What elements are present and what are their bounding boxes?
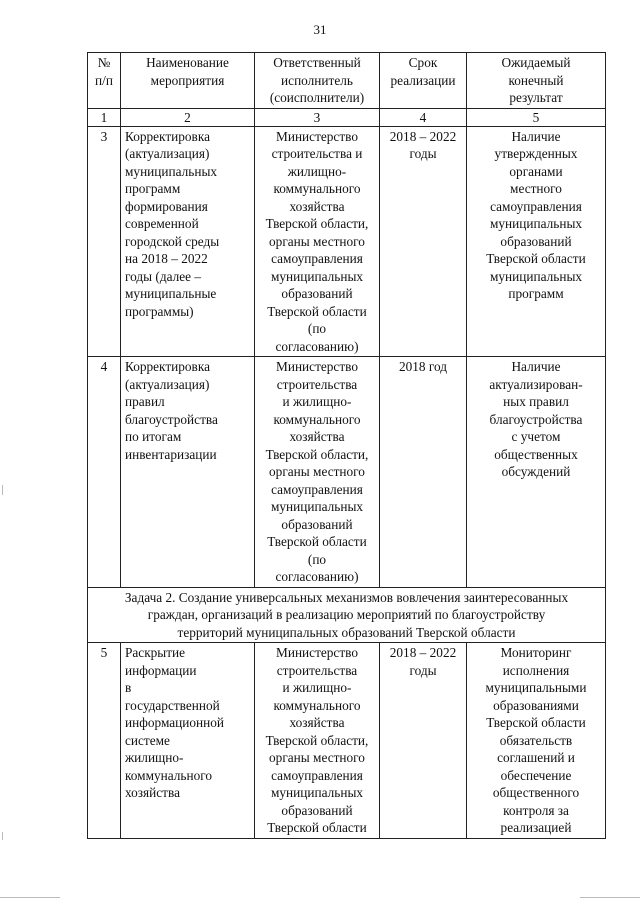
text-line: и жилищно- bbox=[282, 680, 352, 695]
text-line: обязательств bbox=[499, 732, 573, 748]
page-edge-mark bbox=[580, 897, 640, 898]
header-result bbox=[467, 53, 606, 109]
row-number: 4 bbox=[88, 357, 121, 588]
text-line: 2018 год bbox=[398, 359, 448, 374]
text-line: Мониторинг bbox=[500, 645, 572, 660]
text-line: с учетом bbox=[511, 429, 561, 444]
text-line: органы местного bbox=[269, 233, 365, 249]
text-line: и жилищно- bbox=[282, 394, 352, 409]
text-line: обеспечение bbox=[500, 767, 572, 783]
column-number: 4 bbox=[380, 108, 467, 126]
table-row bbox=[88, 643, 606, 839]
text-line: Корректировка bbox=[125, 359, 211, 374]
table-row bbox=[88, 357, 606, 588]
text-line: граждан, организаций в реализацию мероприятий по благоустройству bbox=[147, 607, 546, 622]
text-line: обсуждений bbox=[501, 464, 571, 479]
text-line: муниципальных bbox=[270, 268, 364, 284]
text-line: коммунального bbox=[273, 697, 361, 713]
column-number: 1 bbox=[88, 108, 121, 126]
expected-result bbox=[467, 126, 606, 357]
text-line: на 2018 – 2022 bbox=[125, 251, 208, 266]
text-line: правил bbox=[125, 394, 165, 409]
text-line: исполнения bbox=[502, 662, 570, 678]
text-line: Министерство bbox=[276, 359, 358, 374]
table-row bbox=[88, 126, 606, 357]
text-line: хозяйства bbox=[289, 429, 345, 444]
text-line: контроля за bbox=[503, 802, 569, 818]
text-line: годы (далее – bbox=[125, 268, 202, 284]
text-line: строительства bbox=[276, 376, 358, 392]
text-line: Корректировка bbox=[125, 128, 211, 144]
text-line: общественных bbox=[494, 446, 578, 462]
column-number: 3 bbox=[255, 108, 380, 126]
text-line: п/п bbox=[95, 72, 113, 88]
header-term bbox=[380, 53, 467, 109]
text-line: Наличие bbox=[511, 128, 561, 144]
measure-name bbox=[121, 643, 255, 839]
text-line: (по bbox=[307, 321, 327, 336]
text-line: самоуправления bbox=[271, 481, 363, 497]
text-line: результат bbox=[509, 90, 563, 105]
text-line: Тверской области bbox=[486, 251, 586, 266]
responsible-executor bbox=[255, 126, 380, 357]
text-line: Ожидаемый bbox=[501, 55, 571, 70]
text-line: городской среды bbox=[125, 233, 220, 249]
text-line: благоустройства bbox=[489, 411, 583, 427]
page-number: 31 bbox=[313, 22, 327, 37]
text-line: самоуправления bbox=[490, 198, 582, 214]
text-line: образованиями bbox=[493, 697, 579, 713]
text-line: государственной bbox=[125, 697, 220, 713]
text-line: Тверской области, bbox=[265, 446, 369, 462]
text-line: (актуализация) bbox=[125, 146, 210, 161]
text-line: Тверской области, bbox=[265, 216, 369, 231]
text-line: муниципальными bbox=[485, 680, 587, 695]
column-number-row bbox=[88, 108, 606, 126]
measure-name bbox=[121, 357, 255, 588]
text-line: хозяйства bbox=[125, 785, 180, 800]
table-body-part-2 bbox=[88, 643, 606, 839]
text-line: системе bbox=[125, 732, 170, 748]
text-line: 2018 – 2022 bbox=[389, 645, 457, 660]
text-line: согласованию) bbox=[275, 569, 359, 584]
measure-name bbox=[121, 126, 255, 357]
text-line: жилищно- bbox=[287, 163, 347, 179]
text-line: инвентаризации bbox=[125, 446, 217, 462]
implementation-term bbox=[380, 643, 467, 839]
text-line: актуализирован- bbox=[489, 376, 583, 392]
responsible-executor bbox=[255, 643, 380, 839]
row-number: 3 bbox=[88, 126, 121, 357]
text-line: образований bbox=[281, 516, 353, 532]
column-number: 2 bbox=[121, 108, 255, 126]
implementation-term bbox=[380, 357, 467, 588]
page-edge-mark bbox=[2, 485, 3, 495]
expected-result bbox=[467, 643, 606, 839]
text-line: Наличие bbox=[511, 359, 561, 374]
text-line: самоуправления bbox=[271, 767, 363, 783]
text-line: Ответственный bbox=[273, 55, 361, 70]
text-line: в bbox=[125, 680, 132, 695]
text-line: программы) bbox=[125, 303, 194, 319]
measures-table bbox=[87, 52, 606, 839]
text-line: Срок bbox=[408, 55, 438, 70]
text-line: образований bbox=[281, 286, 353, 301]
text-line: конечный bbox=[508, 72, 564, 88]
text-line: Министерство bbox=[276, 645, 358, 660]
text-line: Тверской области, bbox=[265, 732, 369, 748]
text-line: (актуализация) bbox=[125, 376, 210, 392]
text-line: (соисполнители) bbox=[269, 90, 365, 105]
text-line: Наименование bbox=[146, 55, 229, 70]
text-line: местного bbox=[510, 181, 562, 196]
text-line: Задача 2. Создание универсальных механизмов вовлечения заинтересованных bbox=[124, 589, 569, 605]
text-line: по итогам bbox=[125, 429, 182, 444]
table-body-part-1 bbox=[88, 126, 606, 587]
text-line: годы bbox=[409, 662, 437, 678]
text-line: Министерство bbox=[276, 128, 358, 144]
text-line: жилищно- bbox=[125, 750, 184, 765]
text-line: современной bbox=[125, 216, 199, 231]
text-line: органами bbox=[509, 163, 563, 179]
text-line: благоустройства bbox=[125, 411, 218, 427]
text-line: территорий муниципальных образований Тверской области bbox=[177, 624, 516, 640]
header-number bbox=[88, 53, 121, 109]
header-name bbox=[121, 53, 255, 109]
text-line: муниципальных bbox=[270, 785, 364, 800]
text-line: Тверской области bbox=[267, 534, 367, 549]
text-line: ных правил bbox=[503, 394, 569, 409]
text-line: программ bbox=[125, 181, 181, 196]
text-line: органы местного bbox=[269, 750, 365, 765]
text-line: хозяйства bbox=[289, 715, 345, 730]
text-line: самоуправления bbox=[271, 251, 363, 266]
text-line: утвержденных bbox=[494, 146, 578, 161]
text-line: информации bbox=[125, 662, 197, 678]
text-line: согласованию) bbox=[275, 338, 359, 354]
task-title bbox=[88, 587, 606, 643]
text-line: строительства и bbox=[271, 146, 363, 161]
page-edge-mark bbox=[0, 897, 60, 898]
text-line: образований bbox=[500, 233, 572, 249]
responsible-executor bbox=[255, 357, 380, 588]
text-line: муниципальных bbox=[489, 268, 583, 284]
text-line: (по bbox=[307, 551, 327, 567]
text-line: муниципальных bbox=[270, 499, 364, 514]
text-line: коммунального bbox=[273, 181, 361, 196]
text-line: коммунального bbox=[125, 767, 213, 783]
text-line: исполнитель bbox=[281, 72, 353, 88]
text-line: информационной bbox=[125, 715, 225, 730]
text-line: строительства bbox=[276, 662, 358, 678]
row-number: 5 bbox=[88, 643, 121, 839]
text-line: формирования bbox=[125, 198, 208, 214]
expected-result bbox=[467, 357, 606, 588]
text-line: мероприятия bbox=[150, 72, 225, 88]
text-line: 2018 – 2022 bbox=[389, 128, 457, 144]
table-header-row bbox=[88, 53, 606, 109]
text-line: Тверской области bbox=[486, 715, 586, 730]
text-line: коммунального bbox=[273, 411, 361, 427]
column-number: 5 bbox=[467, 108, 606, 126]
text-line: органы местного bbox=[269, 464, 365, 479]
text-line: годы bbox=[409, 146, 437, 161]
text-line: реализации bbox=[390, 72, 456, 88]
text-line: соглашений и bbox=[497, 750, 575, 765]
text-line: Раскрытие bbox=[125, 645, 186, 660]
text-line: хозяйства bbox=[289, 198, 345, 214]
page-edge-mark bbox=[2, 832, 3, 840]
text-line: Тверской области bbox=[267, 303, 367, 319]
text-line: № bbox=[97, 55, 111, 70]
task-row bbox=[88, 587, 606, 643]
text-line: Тверской области bbox=[267, 820, 367, 835]
text-line: муниципальных bbox=[125, 163, 218, 179]
header-executor bbox=[255, 53, 380, 109]
text-line: реализацией bbox=[500, 820, 572, 835]
text-line: общественного bbox=[492, 785, 580, 800]
text-line: программ bbox=[508, 286, 564, 301]
text-line: образований bbox=[281, 802, 353, 818]
implementation-term bbox=[380, 126, 467, 357]
text-line: муниципальные bbox=[125, 286, 217, 301]
text-line: муниципальных bbox=[489, 216, 583, 231]
